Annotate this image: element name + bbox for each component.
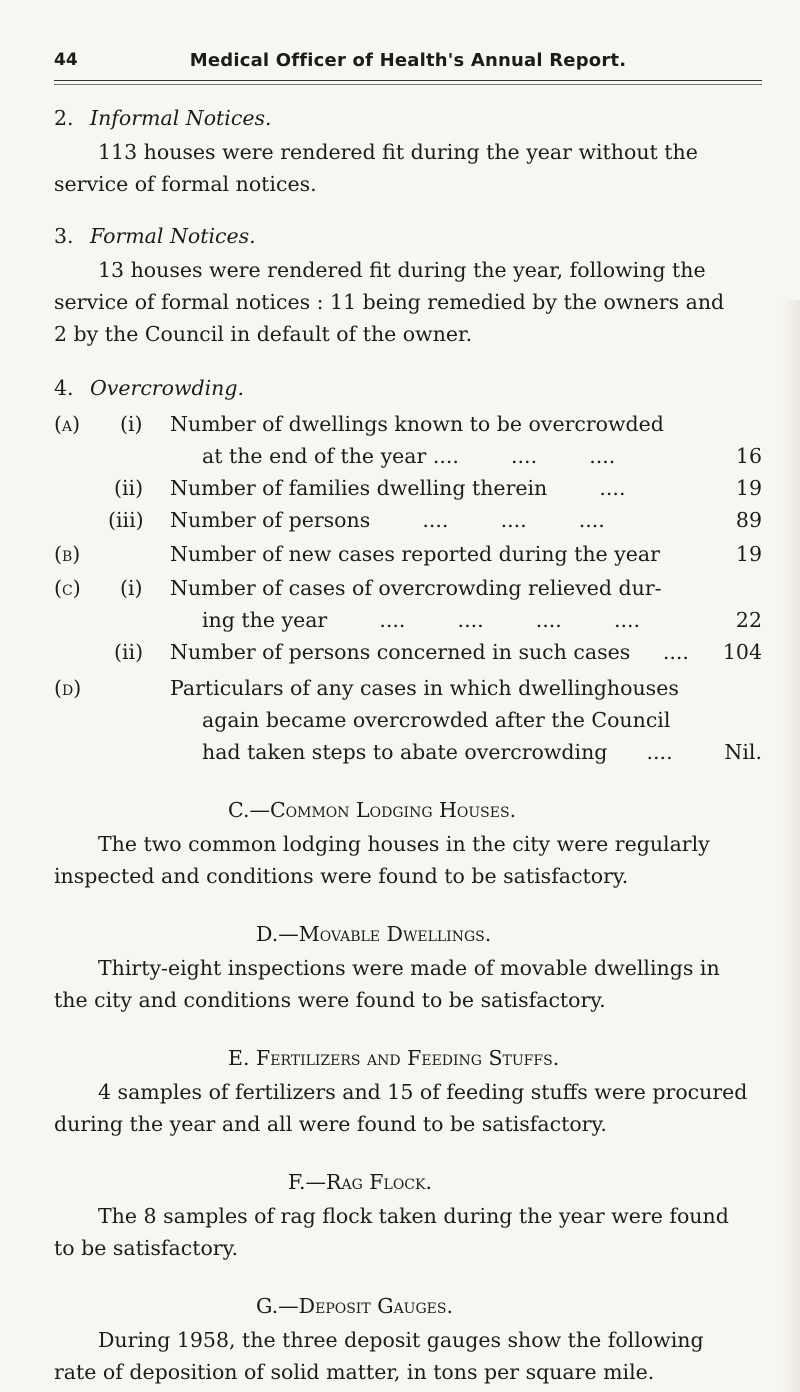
item-b-label: (b) bbox=[54, 542, 81, 566]
item-a-ii-value: 19 bbox=[735, 476, 762, 500]
report-title: Medical Officer of Health's Annual Report. bbox=[189, 50, 627, 71]
section-f-line-2: to be satisfactory. bbox=[54, 1236, 238, 1260]
section-e-line-2: during the year and all were found to be satisfactory. bbox=[54, 1112, 607, 1136]
item-c-i-line-1: Number of cases of overcrowding relieved dur- bbox=[170, 576, 662, 600]
item-a-ii-text: Number of families dwelling therein .... bbox=[170, 476, 626, 500]
item-c-ii-text: Number of persons concerned in such cases .... bbox=[170, 640, 689, 664]
section-3-line-2: service of formal notices : 11 being remedied by the owners and bbox=[54, 290, 725, 314]
header-rule bbox=[54, 80, 762, 81]
page-header bbox=[54, 50, 762, 78]
section-e-heading: E. Fertilizers and Feeding Stuffs. bbox=[228, 1046, 560, 1070]
item-c-ii-label: (ii) bbox=[114, 640, 144, 664]
item-c-i-line-2: ing the year .... .... .... .... bbox=[202, 608, 641, 632]
item-a-label: (a) bbox=[54, 412, 81, 436]
section-c-heading: C.—Common Lodging Houses. bbox=[228, 798, 517, 822]
section-3-heading: Formal Notices. bbox=[90, 224, 256, 248]
section-g-line-2: rate of deposition of solid matter, in tons per square mile. bbox=[54, 1360, 655, 1384]
section-3-line-3: 2 by the Council in default of the owner. bbox=[54, 322, 473, 346]
section-4-heading: Overcrowding. bbox=[90, 376, 245, 400]
item-a-i-value: 16 bbox=[735, 444, 762, 468]
section-2-number: 2. bbox=[54, 106, 74, 130]
item-b-text: Number of new cases reported during the year bbox=[170, 542, 660, 566]
item-a-i-line-2: at the end of the year .... .... .... bbox=[202, 444, 616, 468]
item-d-line-1: Particulars of any cases in which dwellinghouses bbox=[170, 676, 679, 700]
item-c-label: (c) bbox=[54, 576, 81, 600]
header-rule-secondary bbox=[54, 84, 762, 85]
item-a-iii-value: 89 bbox=[735, 508, 762, 532]
section-d-line-2: the city and conditions were found to be satisfactory. bbox=[54, 988, 606, 1012]
item-d-line-2: again became overcrowded after the Council bbox=[202, 708, 671, 732]
section-2-line-2: service of formal notices. bbox=[54, 172, 317, 196]
section-g-heading: G.—Deposit Gauges. bbox=[256, 1294, 453, 1318]
page-edge-shadow bbox=[782, 300, 800, 1392]
section-f-line-1: The 8 samples of rag flock taken during the year were found bbox=[98, 1204, 729, 1228]
item-c-i-value: 22 bbox=[735, 608, 762, 632]
item-c-ii-value: 104 bbox=[722, 640, 762, 664]
page-number: 44 bbox=[54, 50, 78, 70]
section-c-line-2: inspected and conditions were found to be satisfactory. bbox=[54, 864, 629, 888]
item-d-value: Nil. bbox=[724, 740, 762, 764]
item-a-iii-text: Number of persons .... .... .... bbox=[170, 508, 605, 532]
section-4-number: 4. bbox=[54, 376, 74, 400]
item-b-value: 19 bbox=[735, 542, 762, 566]
item-a-i-label: (i) bbox=[120, 412, 143, 436]
section-c-line-1: The two common lodging houses in the city were regularly bbox=[98, 832, 710, 856]
section-f-heading: F.—Rag Flock. bbox=[288, 1170, 432, 1194]
section-e-line-1: 4 samples of fertilizers and 15 of feeding stuffs were procured bbox=[98, 1080, 748, 1104]
section-g-line-1: During 1958, the three deposit gauges show the following bbox=[98, 1328, 704, 1352]
item-a-ii-label: (ii) bbox=[114, 476, 144, 500]
section-d-line-1: Thirty-eight inspections were made of movable dwellings in bbox=[98, 956, 720, 980]
item-a-iii-label: (iii) bbox=[108, 508, 144, 532]
item-c-i-label: (i) bbox=[120, 576, 143, 600]
section-3-number: 3. bbox=[54, 224, 74, 248]
section-2-heading: Informal Notices. bbox=[90, 106, 272, 130]
section-d-heading: D.—Movable Dwellings. bbox=[256, 922, 492, 946]
item-a-i-line-1: Number of dwellings known to be overcrowded bbox=[170, 412, 664, 436]
item-d-line-3: had taken steps to abate overcrowding .... bbox=[202, 740, 673, 764]
section-3-line-1: 13 houses were rendered fit during the year, following the bbox=[98, 258, 706, 282]
item-d-label: (d) bbox=[54, 676, 82, 700]
section-2-line-1: 113 houses were rendered fit during the year without the bbox=[98, 140, 698, 164]
